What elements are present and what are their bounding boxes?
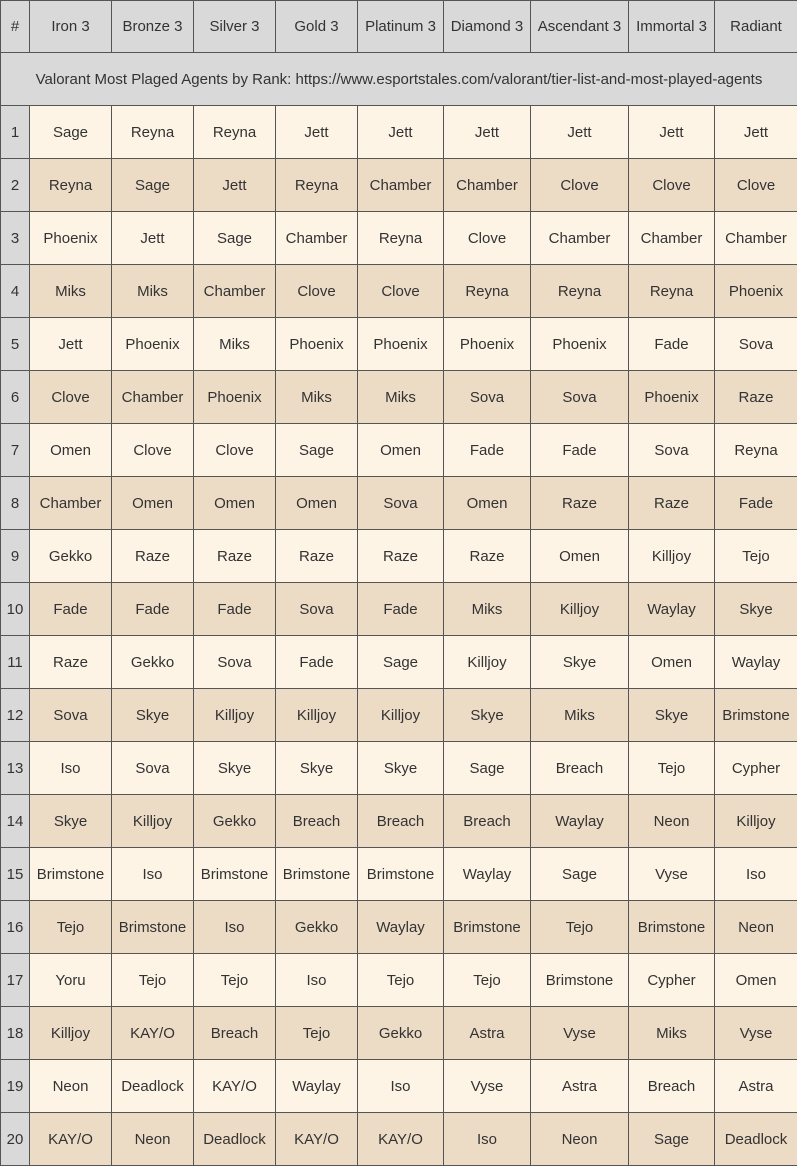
rank-number: 20 <box>1 1113 30 1166</box>
agent-cell: Miks <box>444 583 531 636</box>
agent-cell: Clove <box>112 424 194 477</box>
agent-cell: Waylay <box>276 1060 358 1113</box>
table-row <box>1 477 797 530</box>
agent-cell: Brimstone <box>276 848 358 901</box>
table-row <box>1 583 797 636</box>
agent-cell: Raze <box>629 477 715 530</box>
agent-cell: Sova <box>715 318 797 371</box>
agent-cell: Iso <box>715 848 797 901</box>
column-header-platinum-3: Platinum 3 <box>358 1 444 53</box>
agent-cell: Astra <box>715 1060 797 1113</box>
column-header-rank: # <box>1 1 30 53</box>
table-row <box>1 636 797 689</box>
agent-cell: Killjoy <box>30 1007 112 1060</box>
agent-cell: Omen <box>444 477 531 530</box>
agent-cell: Waylay <box>531 795 629 848</box>
agent-cell: Waylay <box>444 848 531 901</box>
agent-cell: Miks <box>112 265 194 318</box>
agent-cell: Vyse <box>531 1007 629 1060</box>
rank-number: 5 <box>1 318 30 371</box>
agent-cell: Waylay <box>358 901 444 954</box>
agent-cell: Miks <box>276 371 358 424</box>
agent-cell: Reyna <box>715 424 797 477</box>
table-row <box>1 371 797 424</box>
agent-cell: Raze <box>358 530 444 583</box>
agent-cell: Clove <box>194 424 276 477</box>
agent-cell: Raze <box>276 530 358 583</box>
column-header-ascendant-3: Ascendant 3 <box>531 1 629 53</box>
rank-number: 9 <box>1 530 30 583</box>
agent-cell: Skye <box>715 583 797 636</box>
table-row <box>1 1113 797 1166</box>
agent-cell: Miks <box>194 318 276 371</box>
agent-cell: Reyna <box>629 265 715 318</box>
agent-cell: Brimstone <box>112 901 194 954</box>
agent-cell: Phoenix <box>276 318 358 371</box>
table-row <box>1 742 797 795</box>
table-row <box>1 424 797 477</box>
agent-cell: Iso <box>444 1113 531 1166</box>
agent-cell: Gekko <box>30 530 112 583</box>
table-row <box>1 159 797 212</box>
agent-cell: Omen <box>358 424 444 477</box>
agent-cell: Chamber <box>30 477 112 530</box>
agent-cell: Sage <box>444 742 531 795</box>
agent-cell: Skye <box>629 689 715 742</box>
agent-cell: Tejo <box>629 742 715 795</box>
agent-cell: Killjoy <box>112 795 194 848</box>
agent-cell: Sage <box>112 159 194 212</box>
column-header-radiant: Radiant <box>715 1 797 53</box>
agent-cell: Fade <box>194 583 276 636</box>
table-row <box>1 848 797 901</box>
agent-cell: Killjoy <box>629 530 715 583</box>
rank-number: 16 <box>1 901 30 954</box>
agent-cell: Gekko <box>358 1007 444 1060</box>
agent-cell: Jett <box>194 159 276 212</box>
agent-cell: KAY/O <box>112 1007 194 1060</box>
column-header-silver-3: Silver 3 <box>194 1 276 53</box>
agent-cell: Jett <box>276 106 358 159</box>
agent-cell: Tejo <box>30 901 112 954</box>
rank-number: 12 <box>1 689 30 742</box>
agent-cell: Brimstone <box>194 848 276 901</box>
agent-cell: Breach <box>358 795 444 848</box>
agent-cell: Jett <box>531 106 629 159</box>
rank-number: 10 <box>1 583 30 636</box>
agent-cell: Clove <box>715 159 797 212</box>
agent-cell: Killjoy <box>531 583 629 636</box>
rank-number: 15 <box>1 848 30 901</box>
agent-cell: Waylay <box>715 636 797 689</box>
table-row <box>1 265 797 318</box>
agent-cell: Chamber <box>715 212 797 265</box>
agent-cell: Gekko <box>276 901 358 954</box>
agent-cell: Brimstone <box>358 848 444 901</box>
agent-cell: Neon <box>30 1060 112 1113</box>
table-row <box>1 795 797 848</box>
agent-cell: Raze <box>715 371 797 424</box>
header-row <box>1 1 797 53</box>
agent-cell: Deadlock <box>715 1113 797 1166</box>
agent-cell: KAY/O <box>276 1113 358 1166</box>
agent-cell: Deadlock <box>112 1060 194 1113</box>
table-row <box>1 1007 797 1060</box>
agent-cell: Breach <box>629 1060 715 1113</box>
agent-cell: Raze <box>194 530 276 583</box>
agent-cell: Tejo <box>531 901 629 954</box>
agent-cell: Reyna <box>276 159 358 212</box>
source-caption: Valorant Most Plaged Agents by Rank: https://www.esportstales.com/valorant/tier-list-and-most-played-agents <box>1 53 797 106</box>
agent-cell: Killjoy <box>194 689 276 742</box>
column-header-gold-3: Gold 3 <box>276 1 358 53</box>
agent-cell: Sage <box>531 848 629 901</box>
agent-cell: Raze <box>30 636 112 689</box>
agent-cell: Phoenix <box>112 318 194 371</box>
table-row <box>1 530 797 583</box>
agent-cell: Waylay <box>629 583 715 636</box>
agent-cell: Vyse <box>444 1060 531 1113</box>
agent-cell: Phoenix <box>629 371 715 424</box>
agent-cell: Tejo <box>715 530 797 583</box>
agent-cell: Clove <box>276 265 358 318</box>
agent-cell: Tejo <box>358 954 444 1007</box>
agent-cell: Skye <box>276 742 358 795</box>
agent-cell: Jett <box>629 106 715 159</box>
agent-cell: Jett <box>715 106 797 159</box>
agent-cell: Raze <box>444 530 531 583</box>
agent-cell: Sage <box>30 106 112 159</box>
agent-cell: Killjoy <box>358 689 444 742</box>
agent-cell: Chamber <box>629 212 715 265</box>
agent-cell: Fade <box>276 636 358 689</box>
agent-cell: Chamber <box>531 212 629 265</box>
agent-cell: Vyse <box>629 848 715 901</box>
agent-cell: Fade <box>444 424 531 477</box>
source-row <box>1 53 797 106</box>
rank-number: 8 <box>1 477 30 530</box>
column-header-immortal-3: Immortal 3 <box>629 1 715 53</box>
table-body <box>1 106 797 1166</box>
agent-cell: Neon <box>629 795 715 848</box>
rank-number: 3 <box>1 212 30 265</box>
agent-cell: Clove <box>629 159 715 212</box>
table-row <box>1 901 797 954</box>
agent-cell: Omen <box>112 477 194 530</box>
agent-cell: Phoenix <box>358 318 444 371</box>
agent-cell: Fade <box>30 583 112 636</box>
agent-cell: Omen <box>715 954 797 1007</box>
agent-cell: Miks <box>531 689 629 742</box>
rank-number: 19 <box>1 1060 30 1113</box>
table-row <box>1 318 797 371</box>
agent-cell: Chamber <box>276 212 358 265</box>
rank-number: 18 <box>1 1007 30 1060</box>
agent-cell: Brimstone <box>715 689 797 742</box>
agent-cell: Brimstone <box>30 848 112 901</box>
agent-cell: Jett <box>444 106 531 159</box>
agent-cell: Gekko <box>194 795 276 848</box>
agent-cell: Cypher <box>629 954 715 1007</box>
agent-cell: Phoenix <box>715 265 797 318</box>
rank-number: 7 <box>1 424 30 477</box>
agent-cell: Iso <box>276 954 358 1007</box>
agent-cell: Omen <box>30 424 112 477</box>
agent-cell: Gekko <box>112 636 194 689</box>
agent-cell: Chamber <box>444 159 531 212</box>
agent-cell: Chamber <box>194 265 276 318</box>
agent-cell: Brimstone <box>629 901 715 954</box>
agent-cell: Tejo <box>112 954 194 1007</box>
agent-cell: Sova <box>276 583 358 636</box>
agent-cell: Deadlock <box>194 1113 276 1166</box>
agent-cell: Chamber <box>358 159 444 212</box>
agent-cell: Miks <box>30 265 112 318</box>
agent-cell: Chamber <box>112 371 194 424</box>
agent-cell: Miks <box>358 371 444 424</box>
agent-cell: Vyse <box>715 1007 797 1060</box>
agent-cell: KAY/O <box>194 1060 276 1113</box>
agent-cell: Skye <box>531 636 629 689</box>
agent-cell: Tejo <box>194 954 276 1007</box>
agent-cell: Sova <box>531 371 629 424</box>
agent-cell: Reyna <box>30 159 112 212</box>
rank-number: 17 <box>1 954 30 1007</box>
agent-cell: Breach <box>276 795 358 848</box>
agent-cell: Fade <box>629 318 715 371</box>
agent-cell: Iso <box>30 742 112 795</box>
agent-cell: Breach <box>531 742 629 795</box>
agent-cell: Jett <box>112 212 194 265</box>
agent-cell: Reyna <box>194 106 276 159</box>
agent-cell: Sova <box>629 424 715 477</box>
agent-cell: Killjoy <box>276 689 358 742</box>
agent-cell: Reyna <box>531 265 629 318</box>
agent-cell: Omen <box>276 477 358 530</box>
agent-cell: Sage <box>276 424 358 477</box>
agent-cell: Iso <box>194 901 276 954</box>
agent-cell: Fade <box>531 424 629 477</box>
agent-cell: Reyna <box>358 212 444 265</box>
agent-cell: Omen <box>629 636 715 689</box>
agent-cell: Killjoy <box>444 636 531 689</box>
agent-cell: Skye <box>194 742 276 795</box>
agent-cell: Breach <box>444 795 531 848</box>
table-row <box>1 689 797 742</box>
table-row <box>1 212 797 265</box>
agent-cell: Miks <box>629 1007 715 1060</box>
rank-number: 11 <box>1 636 30 689</box>
agent-cell: Phoenix <box>194 371 276 424</box>
table-row <box>1 106 797 159</box>
table-row <box>1 1060 797 1113</box>
agent-cell: Fade <box>112 583 194 636</box>
agent-cell: Brimstone <box>444 901 531 954</box>
rank-number: 6 <box>1 371 30 424</box>
agent-cell: Sova <box>112 742 194 795</box>
agent-cell: Tejo <box>444 954 531 1007</box>
agent-cell: Raze <box>112 530 194 583</box>
agent-cell: Tejo <box>276 1007 358 1060</box>
column-header-iron-3: Iron 3 <box>30 1 112 53</box>
agent-cell: Clove <box>30 371 112 424</box>
agent-cell: Omen <box>531 530 629 583</box>
agent-cell: Skye <box>358 742 444 795</box>
agent-cell: Reyna <box>444 265 531 318</box>
rank-number: 14 <box>1 795 30 848</box>
agent-cell: Skye <box>444 689 531 742</box>
agent-cell: Clove <box>444 212 531 265</box>
agent-cell: Neon <box>715 901 797 954</box>
agent-cell: KAY/O <box>358 1113 444 1166</box>
rank-number: 2 <box>1 159 30 212</box>
agent-cell: Jett <box>30 318 112 371</box>
agent-cell: Sova <box>358 477 444 530</box>
agent-cell: Sova <box>30 689 112 742</box>
agent-cell: Clove <box>358 265 444 318</box>
agent-cell: Fade <box>715 477 797 530</box>
agent-cell: Yoru <box>30 954 112 1007</box>
agent-cell: Sage <box>358 636 444 689</box>
agent-cell: Sova <box>444 371 531 424</box>
agent-cell: Neon <box>531 1113 629 1166</box>
agent-cell: Jett <box>358 106 444 159</box>
rank-number: 13 <box>1 742 30 795</box>
agent-cell: Brimstone <box>531 954 629 1007</box>
agent-cell: Killjoy <box>715 795 797 848</box>
rank-number: 1 <box>1 106 30 159</box>
agent-cell: Reyna <box>112 106 194 159</box>
agent-cell: Phoenix <box>444 318 531 371</box>
column-header-diamond-3: Diamond 3 <box>444 1 531 53</box>
agent-cell: Neon <box>112 1113 194 1166</box>
agent-cell: Breach <box>194 1007 276 1060</box>
agent-cell: Cypher <box>715 742 797 795</box>
agent-cell: Sage <box>629 1113 715 1166</box>
agent-cell: Skye <box>30 795 112 848</box>
column-header-bronze-3: Bronze 3 <box>112 1 194 53</box>
agent-cell: Raze <box>531 477 629 530</box>
agent-cell: Clove <box>531 159 629 212</box>
agent-cell: Astra <box>444 1007 531 1060</box>
agent-cell: Iso <box>112 848 194 901</box>
agent-cell: Phoenix <box>30 212 112 265</box>
agent-cell: Sova <box>194 636 276 689</box>
agent-cell: Skye <box>112 689 194 742</box>
table-row <box>1 954 797 1007</box>
agent-cell: KAY/O <box>30 1113 112 1166</box>
agent-cell: Astra <box>531 1060 629 1113</box>
agent-cell: Iso <box>358 1060 444 1113</box>
agent-cell: Fade <box>358 583 444 636</box>
agent-cell: Omen <box>194 477 276 530</box>
agent-cell: Sage <box>194 212 276 265</box>
rank-number: 4 <box>1 265 30 318</box>
agent-cell: Phoenix <box>531 318 629 371</box>
